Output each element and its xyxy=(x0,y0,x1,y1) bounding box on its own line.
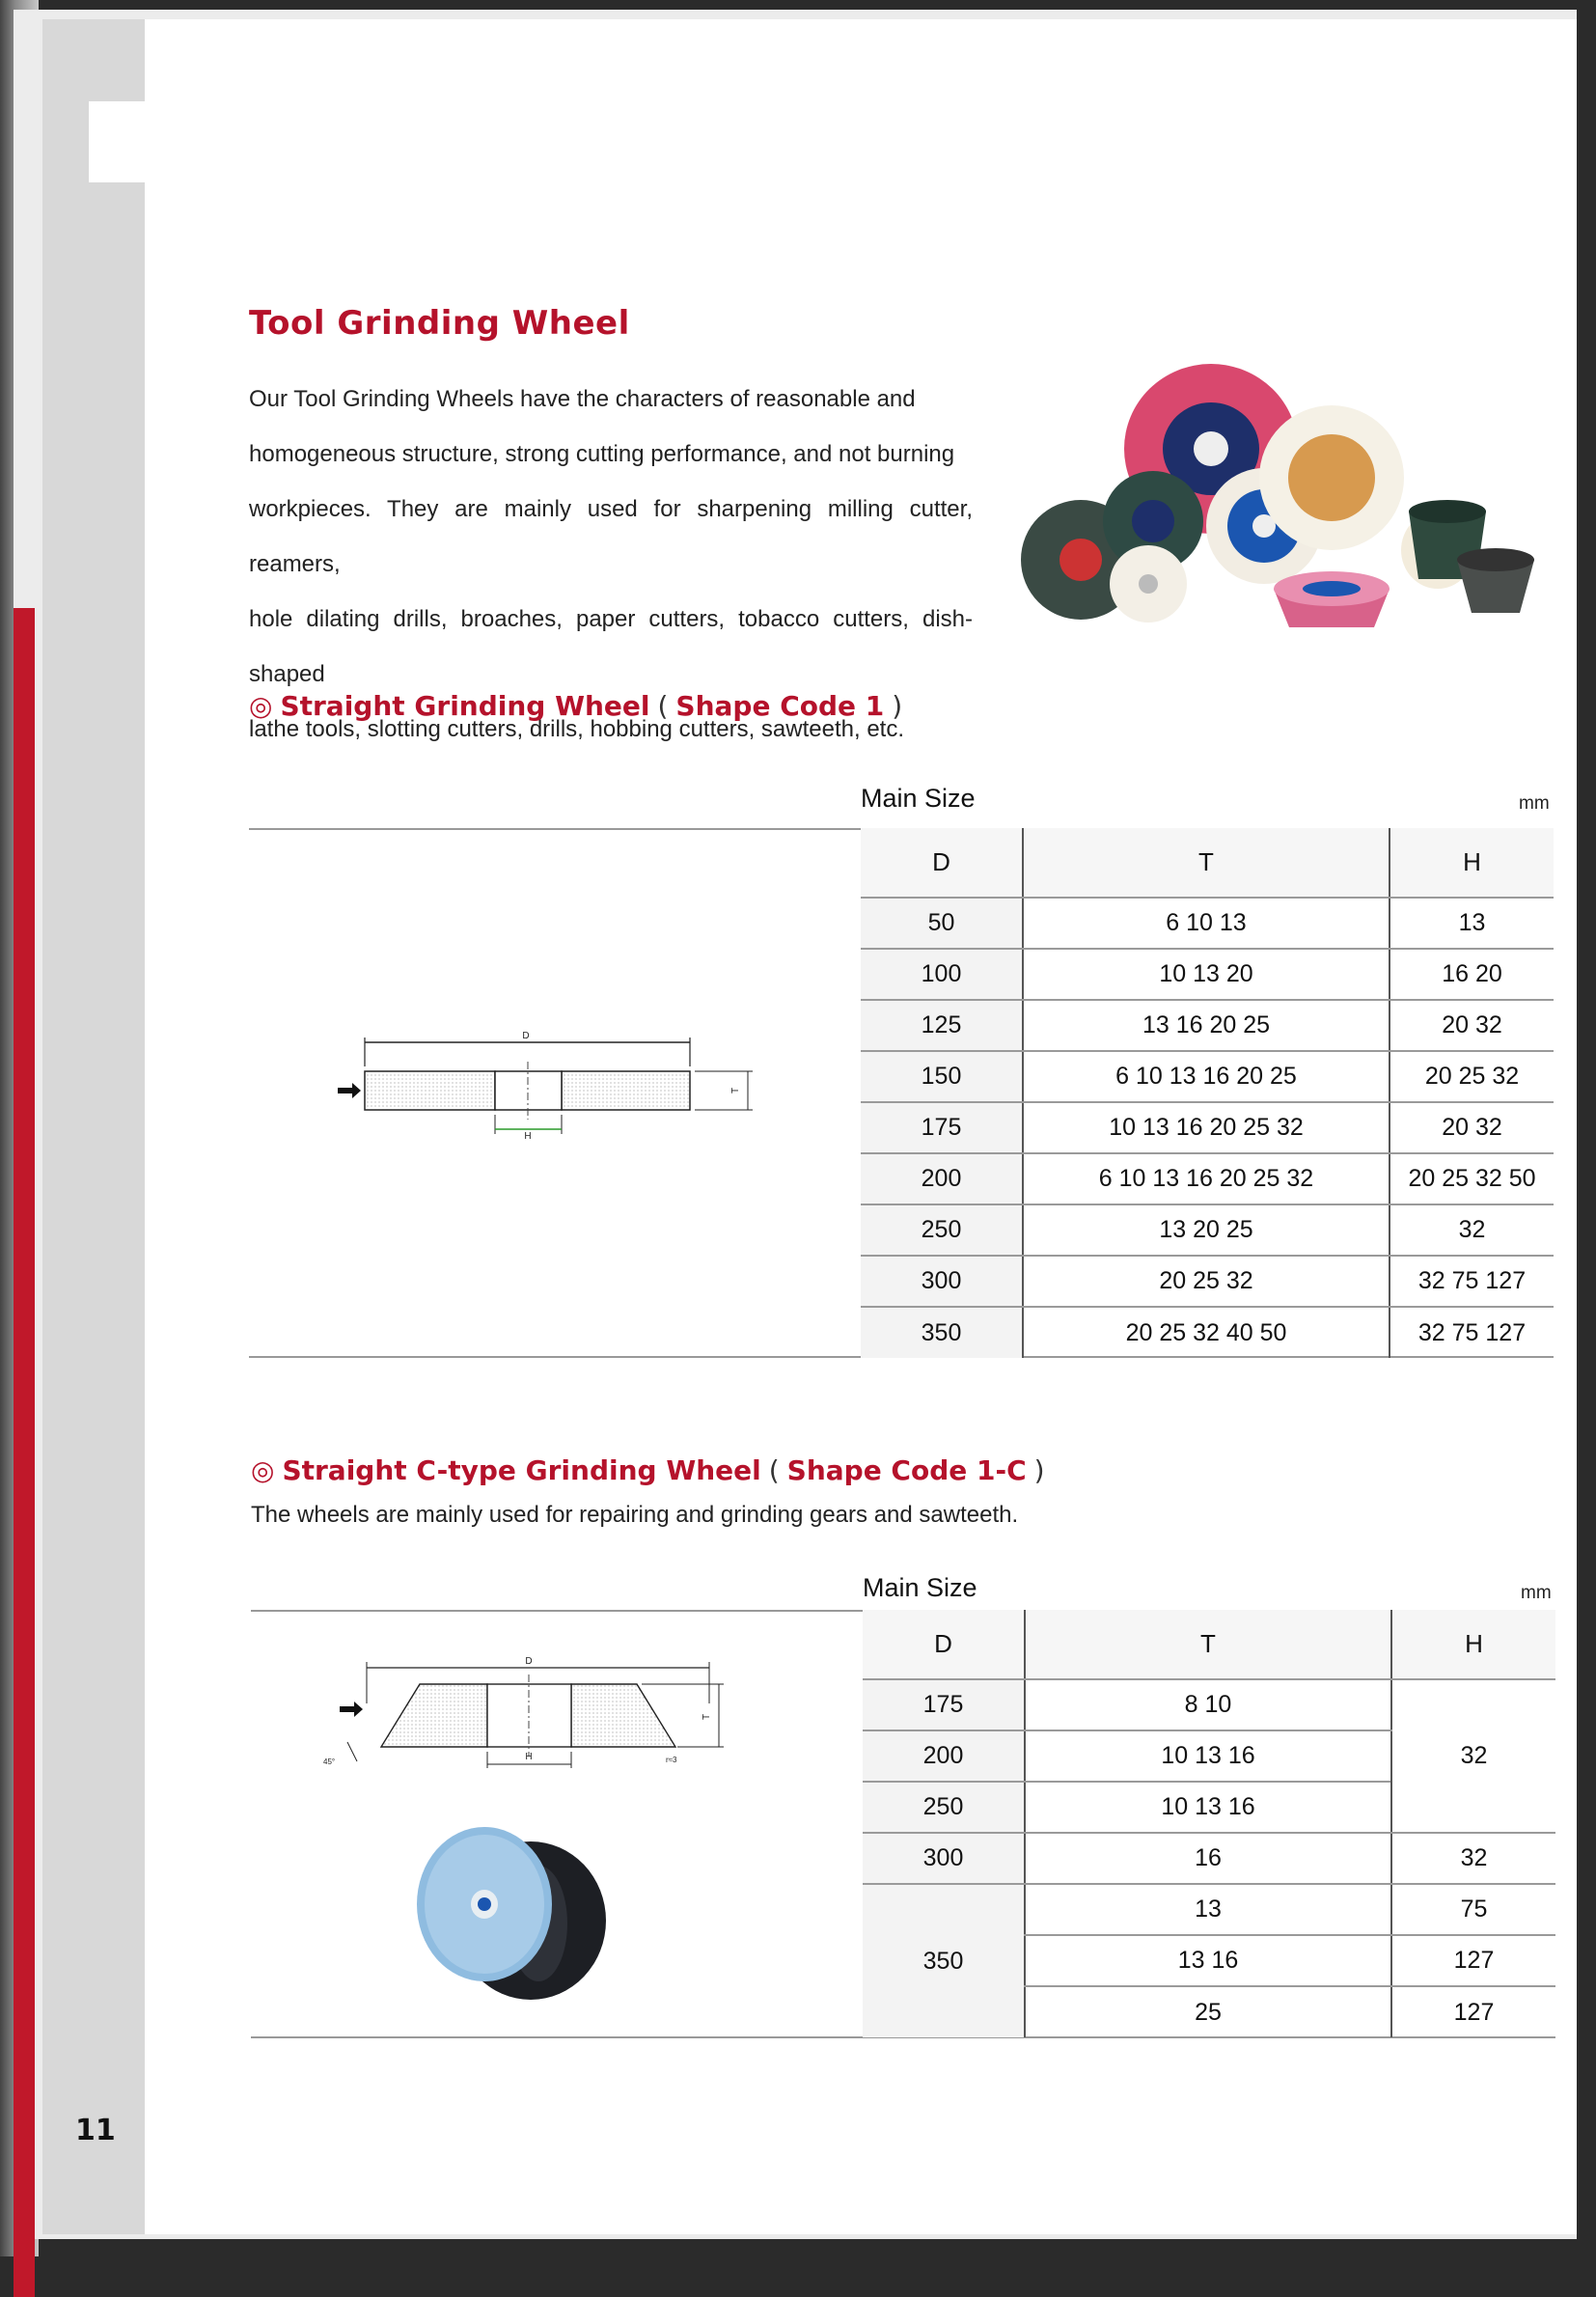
cell-t: 16 xyxy=(1025,1833,1391,1884)
table-row xyxy=(863,1833,1555,1884)
cell-t: 13 16 20 25 xyxy=(1023,1000,1390,1051)
col-header-h: H xyxy=(1390,828,1554,898)
cell-h: 127 xyxy=(1391,1986,1555,2037)
cell-t: 25 xyxy=(1025,1986,1391,2037)
section2-description: The wheels are mainly used for repairing and grinding gears and sawteeth. xyxy=(251,1502,1019,1528)
red-page-edge xyxy=(14,608,35,2297)
cell-t: 6 10 13 xyxy=(1023,898,1390,949)
table-row xyxy=(861,1256,1554,1307)
section1-unit: mm xyxy=(1519,793,1550,814)
section1-code: Shape Code 1 xyxy=(675,690,885,722)
section1-name: Straight Grinding Wheel xyxy=(280,690,650,722)
col-header-d: D xyxy=(861,828,1023,898)
cell-h: 75 xyxy=(1391,1884,1555,1935)
cell-h: 13 xyxy=(1390,898,1554,949)
cell-d: 100 xyxy=(861,949,1023,1000)
cell-h: 20 32 xyxy=(1390,1102,1554,1153)
table-row xyxy=(861,1307,1554,1358)
cell-t: 10 13 16 20 25 32 xyxy=(1023,1102,1390,1153)
cell-h: 127 xyxy=(1391,1935,1555,1986)
cell-t: 13 20 25 xyxy=(1023,1204,1390,1256)
intro-line: hole dilating drills, broaches, paper cutters, tobacco cutters, dish-shaped xyxy=(249,606,973,687)
cell-h: 32 xyxy=(1390,1204,1554,1256)
table-row xyxy=(861,949,1554,1000)
r-label: r≈3 xyxy=(666,1756,677,1764)
cell-t: 6 10 13 16 20 25 32 xyxy=(1023,1153,1390,1204)
cell-h: 20 32 xyxy=(1390,1000,1554,1051)
c-type-wheel-diagram xyxy=(318,1650,733,1776)
cell-d: 250 xyxy=(861,1204,1023,1256)
col-header-t: T xyxy=(1023,828,1390,898)
cell-d: 175 xyxy=(861,1102,1023,1153)
margin-patch xyxy=(89,101,149,182)
cell-h: 20 25 32 xyxy=(1390,1051,1554,1102)
cell-t: 13 16 xyxy=(1025,1935,1391,1986)
table-header-row xyxy=(861,828,1554,898)
section2-symbol: ◎ xyxy=(251,1454,275,1486)
table-row xyxy=(861,1153,1554,1204)
h-label: H xyxy=(525,1752,533,1762)
table-row xyxy=(861,898,1554,949)
cell-d: 50 xyxy=(861,898,1023,949)
cell-h: 32 75 127 xyxy=(1390,1307,1554,1358)
cell-d: 125 xyxy=(861,1000,1023,1051)
straight-wheel-diagram xyxy=(328,1028,772,1163)
cell-d: 250 xyxy=(863,1782,1025,1833)
col-header-t: T xyxy=(1025,1610,1391,1679)
cell-d: 200 xyxy=(861,1153,1023,1204)
angle-label: 45° xyxy=(323,1757,336,1766)
cell-t: 20 25 32 xyxy=(1023,1256,1390,1307)
cell-t: 20 25 32 40 50 xyxy=(1023,1307,1390,1358)
arrow-icon xyxy=(340,1702,363,1717)
page-margin xyxy=(42,19,147,2234)
section1-main-size: Main Size xyxy=(861,784,976,813)
section2-main-size: Main Size xyxy=(863,1573,977,1602)
section2-size-table xyxy=(863,1610,1555,2037)
page-title: Tool Grinding Wheel xyxy=(249,304,630,343)
intro-line: workpieces. They are mainly used for sharpening milling cutter, reamers, xyxy=(249,496,973,577)
cell-d-merged: 350 xyxy=(863,1884,1025,2037)
cell-d: 300 xyxy=(863,1833,1025,1884)
cell-d: 300 xyxy=(861,1256,1023,1307)
cell-t: 10 13 20 xyxy=(1023,949,1390,1000)
table-header-row xyxy=(863,1610,1555,1679)
t-label: T xyxy=(702,1713,712,1720)
table-row xyxy=(861,1204,1554,1256)
section2-unit: mm xyxy=(1521,1583,1552,1603)
table-row xyxy=(861,1102,1554,1153)
table-row xyxy=(861,1000,1554,1051)
intro-line: homogeneous structure, strong cutting performance, and not burning xyxy=(249,441,955,467)
table-row xyxy=(863,1679,1555,1730)
table-row xyxy=(863,1884,1555,1935)
table-row xyxy=(861,1051,1554,1102)
cell-t: 6 10 13 16 20 25 xyxy=(1023,1051,1390,1102)
section1-heading: ◎ Straight Grinding Wheel ( Shape Code 1 ) xyxy=(249,690,903,722)
section2-name: Straight C-type Grinding Wheel xyxy=(282,1454,761,1486)
cell-t: 13 xyxy=(1025,1884,1391,1935)
cell-h: 32 xyxy=(1391,1833,1555,1884)
cell-h: 16 20 xyxy=(1390,949,1554,1000)
cell-t: 10 13 16 xyxy=(1025,1782,1391,1833)
col-header-h: H xyxy=(1391,1610,1555,1679)
col-header-d: D xyxy=(863,1610,1025,1679)
cell-d: 150 xyxy=(861,1051,1023,1102)
section1-size-table xyxy=(861,828,1554,1358)
c-type-wheel-photo xyxy=(415,1810,637,2003)
section2-code: Shape Code 1-C xyxy=(786,1454,1027,1486)
intro-line: Our Tool Grinding Wheels have the characters of reasonable and xyxy=(249,386,916,412)
section2-heading: ◎ Straight C-type Grinding Wheel ( Shape Code 1-C ) xyxy=(251,1454,1045,1486)
h-label: H xyxy=(524,1131,532,1142)
cell-h: 20 25 32 50 xyxy=(1390,1153,1554,1204)
arrow-icon xyxy=(338,1083,361,1098)
cell-h-merged: 32 xyxy=(1391,1679,1555,1833)
cell-t: 8 10 xyxy=(1025,1679,1391,1730)
section1-symbol: ◎ xyxy=(249,690,273,722)
d-label: D xyxy=(522,1031,530,1041)
d-label: D xyxy=(525,1656,533,1667)
cell-h: 32 75 127 xyxy=(1390,1256,1554,1307)
t-label: T xyxy=(730,1087,741,1093)
cell-t: 10 13 16 xyxy=(1025,1730,1391,1782)
cell-d: 200 xyxy=(863,1730,1025,1782)
page-number: 11 xyxy=(75,2114,116,2147)
grinding-wheels-photo xyxy=(1004,357,1534,627)
cell-d: 350 xyxy=(861,1307,1023,1358)
intro-line: lathe tools, slotting cutters, drills, hobbing cutters, sawteeth, etc. xyxy=(249,716,905,742)
cell-d: 175 xyxy=(863,1679,1025,1730)
